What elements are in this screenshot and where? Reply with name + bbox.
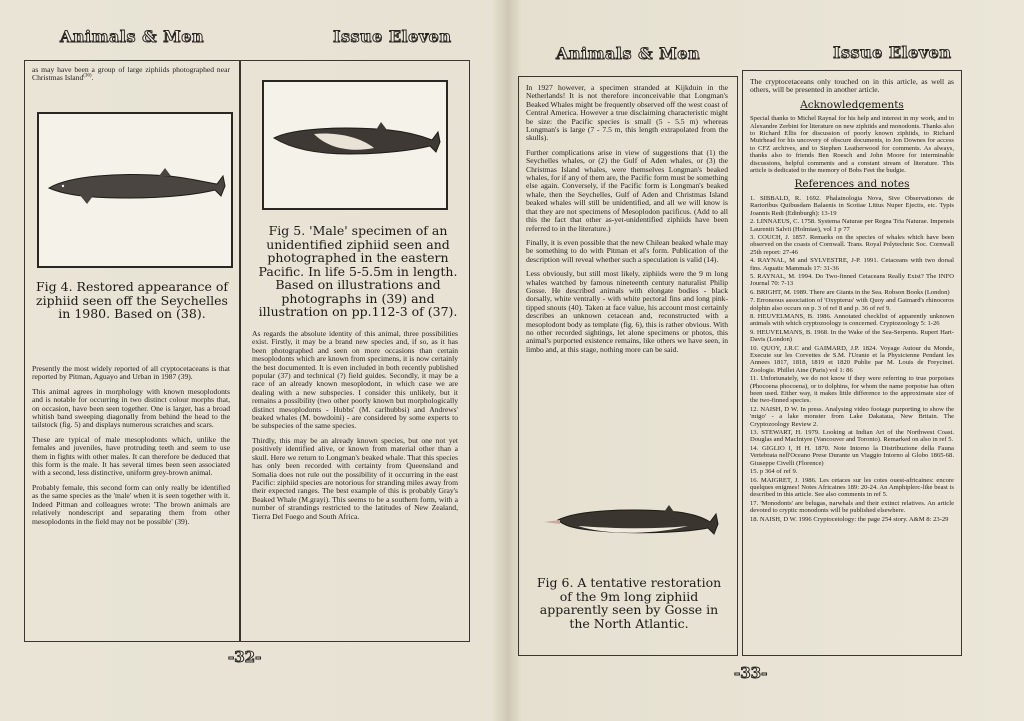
reference-item: 3. COUCH, J. 1857. Remarks on the species of whales which have been observed on the coasts of Cornwall. Trans. Royal Polytechnic Soc. Cornwall 25th report: 27-46: [750, 233, 954, 256]
reference-item: 4. RAYNAL, M and SYLVESTRE, J-P. 1991. Cetaceans with two dorsal fins. Aquatic Mammals 17: 31-36: [750, 257, 954, 272]
paragraph: Less obviously, but still most likely, ziphiids were the 9 m long whales watched by famous nineteenth century naturalist Philip Gosse. He described animals with elongate bodies - black dorsally, white ventrally - with white pectoral fins and long pink-tipped snouts (40). Taken at face value, his account most certainly describes an unknown cetacean and, reconstructed with a mesoplodont body as template (fig. 6), this is rather obvious. With no other recorded sightings, let alone specimens or photos, this animal's purported existence remains, like others we have seen, in limbo and, at this stage, nothing more can be said.: [526, 269, 728, 354]
paragraph: In 1927 however, a specimen stranded at Kijkduin in the Netherlands! It is not therefore inconceivable that Longman's Beaked Whales might be frequently observed off the west coast of Central America. However a true disclaiming characteristic might be size: the Pacific species is small (5 - 5.5 m) whereas Longman's is large (7 - 7.5 m, this length extrapolated from the skulls).: [526, 84, 728, 143]
page33-right-body: [750, 78, 954, 648]
paragraph: Thirdly, this may be an already known species, but one not yet positively identified alive, or known from material other than a skull. Here we return to Longman's beaked whale. That this species has only been recorded with certainty from Queensland and Somalia does not rule out the possibility of it occurring in the east Pacific: ziphiid species are notorious for stranding miles away from their expected ranges. The best example of this is probably Gray's Beaked Whale (M.grayi). This seems to be a southern form, with a number of strandings restricted to the latitudes of New Zealand, Tierra Del Fuego and South Africa.: [252, 435, 458, 521]
fig4-caption: Fig 4. Restored appearance of ziphiid seen off the Seychelles in 1980. Based on (38).: [36, 280, 228, 321]
paragraph: Probably female, this second form can only really be identified as the same species as the 'male' when it is seen together with it. Indeed Pitman and colleagues wrote: 'The brown animals are relatively nondescript and separating them from other mesoplodonts in the field may not be possible' (39).: [32, 482, 230, 526]
paragraph: As regards the absolute identity of this animal, three possibilities exist. Firstly, it may be a brand new species and, if so, as it has been photographed and seen on more occasions than certain mesoplodonts which are known from specimens, it is now certainly the best documented. It is even included in both recently published popular (37) and technical (?) field guides. Secondly, it may be a race of an already known mesoplodont, in which case we are dealing with a new subspecies. I consider this unlikely, but it remains a possibility (two other poorly known but morphologically distinct mesoplodonts - Hubbs' (M. carlhubbsi) and Andrews' beaked whales (M. bowdoini) - are considered by some experts to be subspecies of the same species.: [252, 330, 458, 431]
paragraph: The cryptocetaceans only touched on in this article, as well as others, will be presented in another article.: [750, 78, 954, 95]
reference-item: 6. BRIGHT, M. 1989. There are Giants in the Sea. Robson Books (London): [750, 288, 950, 296]
reference-item: 12. NAISH, D W. In press. Analysing video footage purporting to show the 'migo' - a lake monster from Lake Dakataua, New Britain. The Cryptozoology Review 2.: [750, 405, 954, 428]
fig5-illustration: [262, 80, 448, 210]
reference-item: 9. HEUVELMANS, B. 1968. In the Wake of the Sea-Serpents. Rupert Hart-Davis (London): [750, 328, 954, 344]
reference-item: 15. p 364 of ref 9.: [750, 468, 798, 476]
reference-item: 10. QUOY, J.R.C and GAIMARD, J.P. 1824. Voyage Autour du Monde, Execute sur les Corvettes de S.M. l'Uranie et la Physicienne Pendant les Annees 1817, 1818, 1819 et 1820 Publie par M. Louis de Freycinet. Zoologie. Phillet Aine (Paris) vol 1: 86: [750, 344, 954, 374]
left-masthead-title: Animals & Men: [60, 27, 205, 46]
reference-item: 11. Unfortunately, we do not know if they were referring to true porpoises (Phocoena phocoena), or to dolphins, for whom the name porpoise has often been used. Either way, it makes little difference to the approximate size of the two-finned species.: [750, 375, 954, 405]
fig4-illustration: [37, 112, 233, 268]
paragraph: This animal agrees in morphology with known mesoplodonts and is notable for occurring in two distinct colour morphs that, on occasion, have been seen together. One is larger, has a broad whitish band sweeping diagonally from behind the head to the tailstock (fig. 5) and displays numerous scratches and scars.: [32, 386, 230, 430]
reference-item: 14. GIGLIO I, H H. 1870. Note Intorno la Distribuzione della Fauna Vertebrata nell'Oceano Prese Durante un Viaggio Intorno al Globo 1865-68. Giuseppe Civelli (Florence): [750, 444, 954, 467]
page-number-33: -33-: [734, 664, 768, 682]
acknowledgements-heading: Acknowledgements: [800, 98, 904, 111]
references-list: [750, 195, 954, 523]
whale-fig5-icon: [264, 82, 446, 208]
intro-text: as may have been a group of large ziphiids photographed near Christmas Island: [32, 66, 230, 83]
page32-left-body: [32, 365, 230, 635]
right-issue-label: Issue Eleven: [833, 43, 952, 62]
whale-fig6-icon: [538, 480, 720, 562]
page33-left-body: [526, 84, 728, 454]
acknowledgements-text: Special thanks to Michel Raynal for his help and interest in my work, and to Alexandre Zerbini for literature on new ziphiids and monodonts. Thanks also to Richard Ellis for discussion of poorly known ziphiids, to Richard Muirhead for his uncovery of obscure documents, to Jon Downes for access to CFZ archives, and to Stephen Leatherwood for comments. As always, thanks also to friends Ben Roesch and John Moore for interminable discussions, helpful comments and a constant stream of literature. This article is dedicated to the memory of Bobs Feet the budgie.: [750, 115, 954, 175]
fig6-illustration: [538, 480, 720, 562]
page32-right-body: [252, 330, 458, 630]
reference-item: 8. HEUVELMANS, B. 1986. Annotated checklist of apparently unknown animals with which cryptozoology is concerned. Cryptozoology 5: 1-26: [750, 312, 954, 328]
paragraph: These are typical of male mesoplodonts which, unlike the females and juveniles, have protruding teeth and seem to use them in fights with other males. It can therefore be deduced that this form is the male. It has several times been seen associated with a second, less distinctive, uniform grey-brown animal.: [32, 434, 230, 478]
reference-item: 2. LINNAEUS, C. 1758. Systema Naturae per Regna Tria Naturae. Impensis Laurentii Salvii (Holmiae), vol 1 p 77: [750, 218, 954, 233]
reference-item: 18. NAISH, D W. 1996 Cryptocetology: the page 254 story. A&M 8: 23-29: [750, 515, 949, 523]
page-number-32: -32-: [228, 648, 262, 666]
left-issue-label: Issue Eleven: [333, 27, 452, 46]
paragraph: Presently the most widely reported of all cryptocetaceans is that reported by Pitman, Aguayo and Urban in 1987 (39).: [32, 365, 230, 382]
reference-item: 1. SIBBALD, R. 1692. Phalainologia Nova, Sive Observationes de Rarioribus Quibusdam Balaenis in Scotiae Littus Nuper Ejectis, etc. Typis Joannis Redi (Edinburgh): 13-19: [750, 194, 954, 217]
paragraph: Further complications arise in view of suggestions that (1) the Seychelles whales, or (2) the Gulf of Aden whales, or (3) the Christmas Island whales, were themselves Longman's beaked whales, for if any of them are, the Pacific form must be something else again. Conversely, if the Pacific form is Longman's beaked whale, then the Seychelles, Gulf of Aden and Christmas Island beaked whales will still be unidentified, and all we will know is that they are not specimens of Mesoplodon pacificus. (Add to all this the fact that other as-yet-unidentified ziphiids have been referred to in the literature.): [526, 147, 728, 233]
reference-item: 13. STEWART, H. 1979. Looking at Indian Art of the Northwest Coast. Douglas and MacIntyre (Vancouver and Toronto). Remarked on also in ref 5.: [750, 429, 954, 444]
page32-intro-text: as may have been a group of large ziphiids photographed near Christmas Island$^{(36)}$.: [32, 66, 230, 83]
right-masthead-title: Animals & Men: [556, 44, 701, 63]
reference-item: 17. 'Monodonts' are belugas, narwhals and their extinct relatives. An article devoted to cryptic monodonts will be published elsewhere.: [750, 499, 954, 515]
reference-item: 5. RAYNAL, M. 1994. Do Two-finned Cetaceans Really Exist? The INFO Journal 70: 7-13: [750, 272, 954, 288]
references-heading: References and notes: [794, 178, 910, 191]
whale-fig4-icon: [39, 114, 231, 266]
reference-item: 7. Erroneous association of 'Oxypterus' with Quoy and Gaimard's rhinoceros dolphin also occurs on p. 3 of ref 8 and p. 36 of ref 9.: [750, 297, 954, 312]
reference-item: 16. MAIGRET, J. 1986. Les cetaces sur les cotes ouest-africaines: encore quelques enigmes! Notes Africaines 189: 20-24. An Amphiplerc-like beast is described in this article. See also comments in ref 5.: [750, 476, 954, 499]
paragraph: Finally, it is even possible that the new Chilean beaked whale may be something to do with Pitman et al's form. Publication of the description will reveal whether such a speculation is valid (14).: [526, 237, 728, 264]
fig6-caption: Fig 6. A tentative restoration of the 9m long ziphiid apparently seen by Gosse in the North Atlantic.: [536, 576, 722, 631]
fig5-caption: Fig 5. 'Male' specimen of an unidentified ziphiid seen and photographed in the eastern Pacific. In life 5-5.5m in length. Based on illustrations and photographs in (39) and illustration on pp.112-3 of (37).: [258, 224, 458, 319]
